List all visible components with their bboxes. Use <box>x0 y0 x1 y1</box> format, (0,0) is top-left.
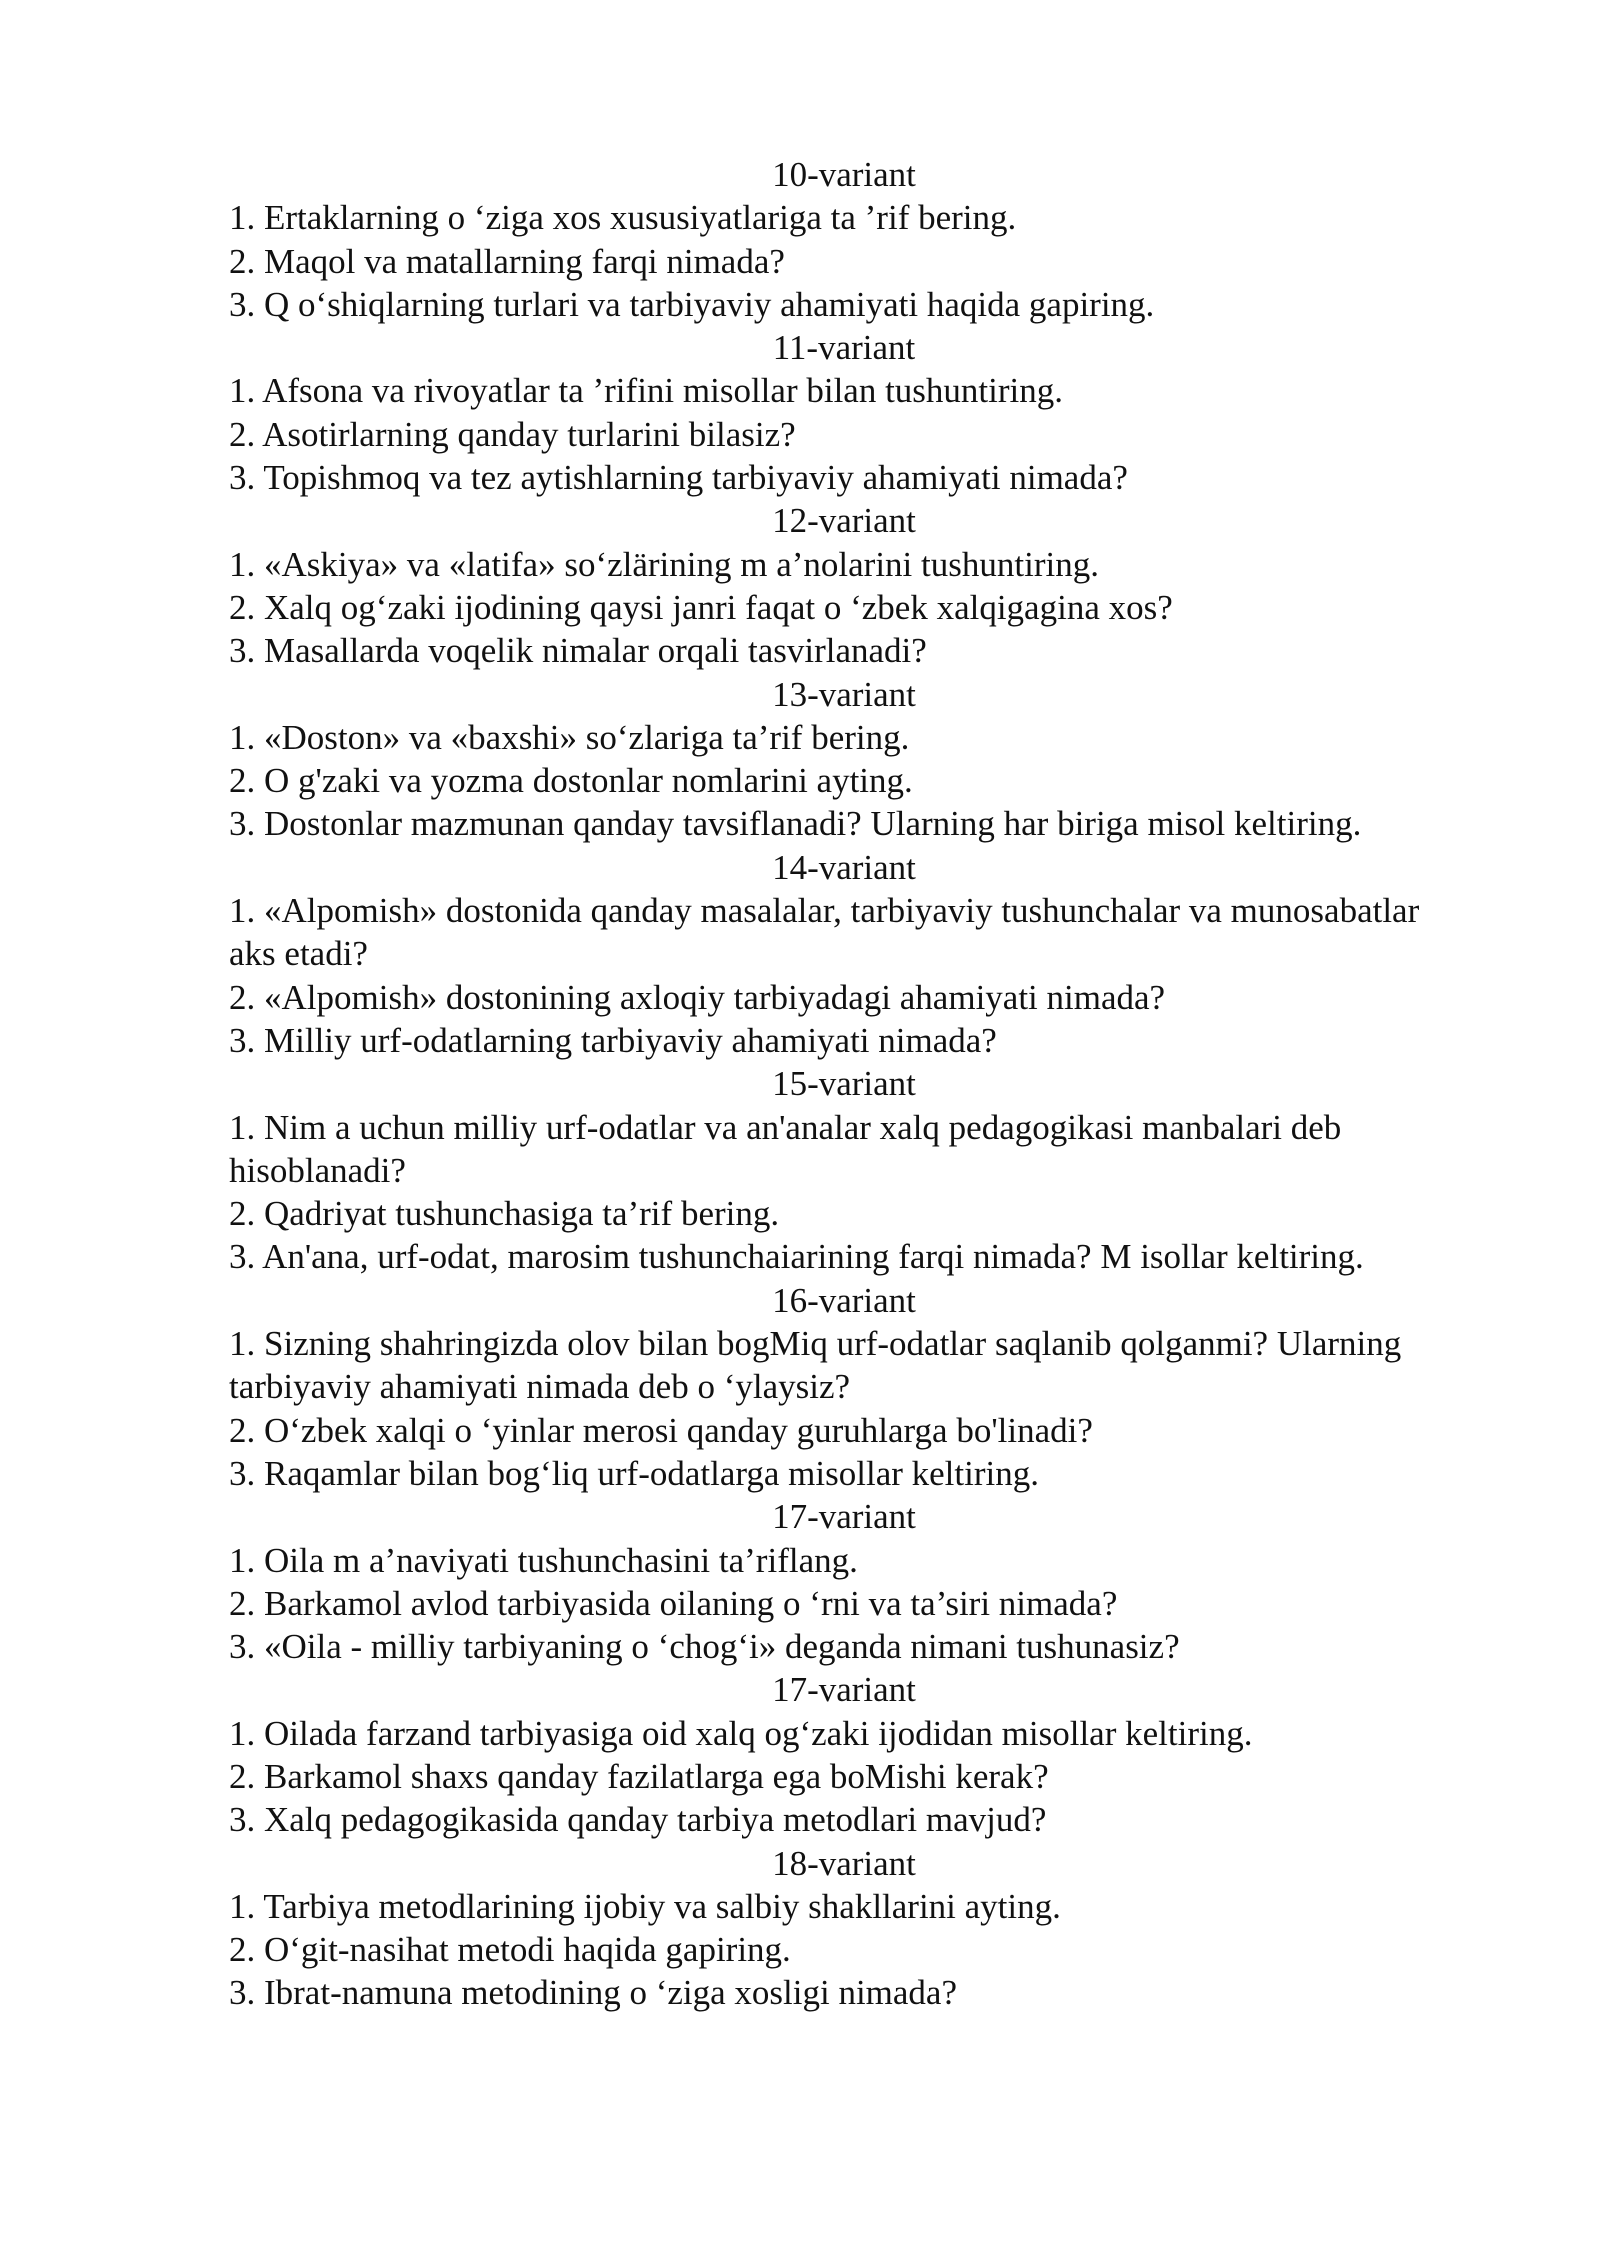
question-1: 1. «Doston» va «baxshi» so‘zlariga ta’rif bering. <box>229 717 910 757</box>
question-2: 2. Barkamol shaxs qanday fazilatlarga ega boMishi kerak? <box>229 1756 1049 1796</box>
question-3: 3. Topishmoq va tez aytishlarning tarbiyaviy ahamiyati nimada? <box>229 458 1128 498</box>
question-3: 3. Raqamlar bilan bog‘liq urf-odatlarga misollar keltiring. <box>229 1453 1039 1493</box>
question-3: 3. Masallarda voqelik nimalar orqali tasvirlanadi? <box>229 631 927 671</box>
question-1: 1. Oilada farzand tarbiyasiga oid xalq og‘zaki ijodidan misollar keltiring. <box>229 1713 1253 1753</box>
variant-title: 15-variant <box>772 1064 916 1104</box>
question-3: 3. Ibrat-namuna metodining o ‘ziga xosligi nimada? <box>229 1973 957 2013</box>
question-2: 2. Barkamol avlod tarbiyasida oilaning o ‘rni va ta’siri nimada? <box>229 1583 1118 1623</box>
variant-title: 12-variant <box>772 501 916 541</box>
question-1: 1. Afsona va rivoyatlar ta ’rifini misollar bilan tushuntiring. <box>229 371 1064 411</box>
question-1: 1. Ertaklarning o ‘ziga xos xususiyatlariga ta ’rif bering. <box>229 198 1017 238</box>
variant-title: 16-variant <box>772 1280 916 1320</box>
question-3: 3. Xalq pedagogikasida qanday tarbiya metodlari mavjud? <box>229 1800 1047 1840</box>
variant-title: 17-variant <box>772 1497 916 1537</box>
document-body <box>229 153 1459 2015</box>
question-2: 2. Maqol va matallarning farqi nimada? <box>229 241 785 281</box>
question-2: 2. O‘git-nasihat metodi haqida gapiring. <box>229 1930 791 1970</box>
variant-title: 10-variant <box>772 155 916 194</box>
variant-17a <box>229 1495 1459 1668</box>
variant-title: 13-variant <box>772 674 916 714</box>
question-1: 1. Sizning shahringizda olov bilan bogMiq urf-odatlar saqlanib qolganmi? Ularning tarbiyaviy ahamiyati nimada deb o ‘ylaysiz? <box>229 1324 1402 1407</box>
question-2: 2. Qadriyat tushunchasiga ta’rif bering. <box>229 1194 780 1234</box>
variant-17b <box>229 1668 1459 1841</box>
question-1: 1. «Alpomish» dostonida qanday masalalar, tarbiyaviy tushunchalar va munosabatlar aks etadi? <box>229 891 1420 974</box>
question-3: 3. Milliy urf-odatlarning tarbiyaviy ahamiyati nimada? <box>229 1020 997 1060</box>
question-1: 1. Nim a uchun milliy urf-odatlar va an'analar xalq pedagogikasi manbalari deb hisoblanadi? <box>229 1107 1342 1190</box>
variant-10 <box>229 153 1459 326</box>
question-2: 2. Xalq og‘zaki ijodining qaysi janri faqat o ‘zbek xalqigagina xos? <box>229 587 1173 627</box>
question-1: 1. Oila m a’naviyati tushunchasini ta’riflang. <box>229 1540 858 1580</box>
variant-title: 14-variant <box>772 847 916 887</box>
question-3: 3. An'ana, urf-odat, marosim tushunchaiarining farqi nimada? M isollar keltiring. <box>229 1237 1364 1277</box>
variant-title: 18-variant <box>772 1843 916 1883</box>
variant-18 <box>229 1842 1459 2015</box>
question-2: 2. «Alpomish» dostonining axloqiy tarbiyadagi ahamiyati nimada? <box>229 977 1166 1017</box>
question-1: 1. «Askiya» va «latifa» so‘zlärining m a’nolarini tushuntiring. <box>229 544 1099 584</box>
variant-15 <box>229 1062 1459 1278</box>
question-2: 2. O g'zaki va yozma dostonlar nomlarini ayting. <box>229 761 913 801</box>
variant-11 <box>229 326 1459 499</box>
question-1: 1. Tarbiya metodlarining ijobiy va salbiy shakllarini ayting. <box>229 1886 1061 1926</box>
question-3: 3. «Oila - milliy tarbiyaning o ‘chog‘i» deganda nimani tushunasiz? <box>229 1627 1180 1667</box>
variant-16 <box>229 1279 1459 1495</box>
variant-13 <box>229 673 1459 846</box>
variant-title: 17-variant <box>772 1670 916 1710</box>
question-3: 3. Dostonlar mazmunan qanday tavsiflanadi? Ularning har biriga misol keltiring. <box>229 804 1362 844</box>
question-2: 2. O‘zbek xalqi o ‘yinlar merosi qanday guruhlarga bo'linadi? <box>229 1410 1093 1450</box>
variant-title: 11-variant <box>772 328 916 368</box>
question-2: 2. Asotirlarning qanday turlarini bilasiz? <box>229 414 796 454</box>
variant-14 <box>229 846 1459 1062</box>
variant-12 <box>229 499 1459 672</box>
question-3: 3. Q o‘shiqlarning turlari va tarbiyaviy ahamiyati haqida gapiring. <box>229 284 1155 324</box>
